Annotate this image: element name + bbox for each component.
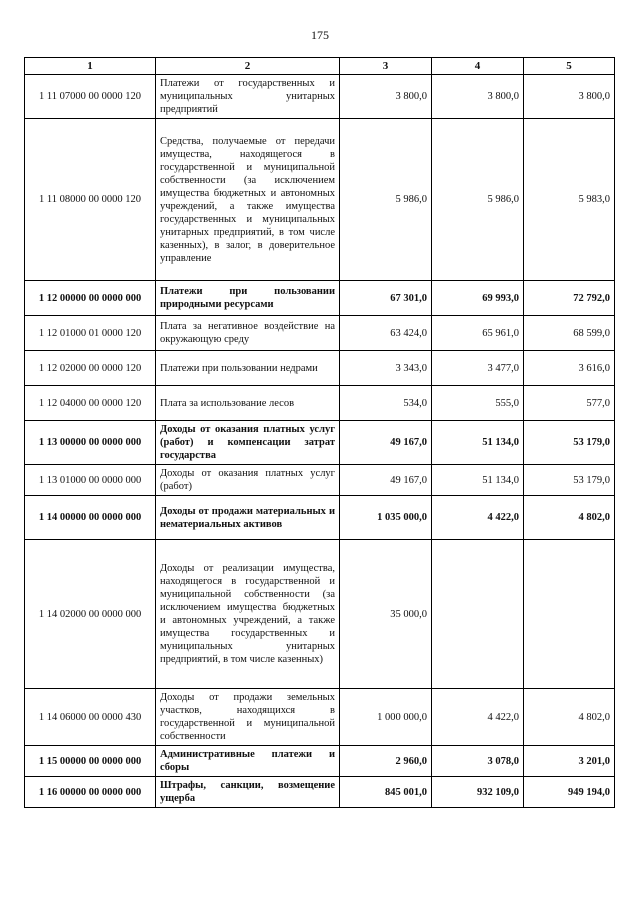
row-value-col3: 63 424,0 xyxy=(340,316,432,351)
table-row xyxy=(25,465,615,496)
row-value-col5: 4 802,0 xyxy=(524,496,615,540)
revenue-table xyxy=(24,57,615,808)
table-row xyxy=(25,421,615,465)
row-value-col4: 3 800,0 xyxy=(432,75,524,119)
column-header: 3 xyxy=(340,58,432,75)
row-code: 1 11 08000 00 0000 120 xyxy=(25,119,156,281)
row-value-col4: 65 961,0 xyxy=(432,316,524,351)
table-row xyxy=(25,386,615,421)
row-name: Плата за использование лесов xyxy=(156,386,340,421)
row-value-col5: 53 179,0 xyxy=(524,465,615,496)
table-row xyxy=(25,496,615,540)
row-name: Доходы от продажи земельных участков, находящихся в государственной и муниципальной собственности xyxy=(156,689,340,746)
column-header: 1 xyxy=(25,58,156,75)
table-row xyxy=(25,119,615,281)
page-number: 175 xyxy=(311,28,329,42)
row-value-col3: 5 986,0 xyxy=(340,119,432,281)
row-value-col3: 2 960,0 xyxy=(340,746,432,777)
row-value-col5: 4 802,0 xyxy=(524,689,615,746)
row-value-col5: 5 983,0 xyxy=(524,119,615,281)
row-code: 1 13 00000 00 0000 000 xyxy=(25,421,156,465)
row-name: Доходы от продажи материальных и нематериальных активов xyxy=(156,496,340,540)
row-value-col3: 845 001,0 xyxy=(340,777,432,808)
row-value-col4: 51 134,0 xyxy=(432,465,524,496)
column-header: 5 xyxy=(524,58,615,75)
row-value-col3: 1 000 000,0 xyxy=(340,689,432,746)
row-value-col5: 68 599,0 xyxy=(524,316,615,351)
row-value-col5: 577,0 xyxy=(524,386,615,421)
row-value-col4: 5 986,0 xyxy=(432,119,524,281)
column-header: 4 xyxy=(432,58,524,75)
row-value-col3: 67 301,0 xyxy=(340,281,432,316)
table-row xyxy=(25,746,615,777)
table-row xyxy=(25,777,615,808)
table-row xyxy=(25,281,615,316)
row-name: Плата за негативное воздействие на окружающую среду xyxy=(156,316,340,351)
row-code: 1 15 00000 00 0000 000 xyxy=(25,746,156,777)
row-name: Штрафы, санкции, возмещение ущерба xyxy=(156,777,340,808)
row-name: Платежи при пользовании недрами xyxy=(156,351,340,386)
row-value-col4: 555,0 xyxy=(432,386,524,421)
row-value-col5: 3 616,0 xyxy=(524,351,615,386)
row-code: 1 16 00000 00 0000 000 xyxy=(25,777,156,808)
row-value-col3: 49 167,0 xyxy=(340,465,432,496)
row-value-col3: 534,0 xyxy=(340,386,432,421)
row-value-col5: 3 201,0 xyxy=(524,746,615,777)
row-value-col5 xyxy=(524,540,615,689)
row-value-col4: 69 993,0 xyxy=(432,281,524,316)
row-value-col5: 3 800,0 xyxy=(524,75,615,119)
table-row xyxy=(25,540,615,689)
row-code: 1 12 02000 00 0000 120 xyxy=(25,351,156,386)
row-name: Доходы от реализации имущества, находящегося в государственной и муниципальной собственности (за исключением имущества бюджетных и автономных учреждений, а также имущества государственных и муниципальных унитарных предприятий, в том числе казенных) xyxy=(156,540,340,689)
row-name: Средства, получаемые от передачи имущества, находящегося в государственной и муниципальной собственности (за исключением имущества бюджетных и автономных учреждений, а также имущества государственных и муниципальных унитарных предприятий, в том числе казенных), в залог, в доверительное управление xyxy=(156,119,340,281)
row-value-col3: 3 800,0 xyxy=(340,75,432,119)
column-header: 2 xyxy=(156,58,340,75)
table-header-row xyxy=(25,58,615,75)
row-value-col3: 49 167,0 xyxy=(340,421,432,465)
row-value-col4: 4 422,0 xyxy=(432,689,524,746)
row-code: 1 12 00000 00 0000 000 xyxy=(25,281,156,316)
table-row xyxy=(25,689,615,746)
row-value-col4: 4 422,0 xyxy=(432,496,524,540)
row-name: Доходы от оказания платных услуг (работ) и компенсации затрат государства xyxy=(156,421,340,465)
row-value-col4 xyxy=(432,540,524,689)
row-code: 1 11 07000 00 0000 120 xyxy=(25,75,156,119)
row-value-col5: 53 179,0 xyxy=(524,421,615,465)
row-name: Платежи при пользовании природными ресурсами xyxy=(156,281,340,316)
row-value-col4: 3 477,0 xyxy=(432,351,524,386)
table-row xyxy=(25,75,615,119)
row-value-col4: 932 109,0 xyxy=(432,777,524,808)
row-code: 1 14 00000 00 0000 000 xyxy=(25,496,156,540)
row-name: Платежи от государственных и муниципальных унитарных предприятий xyxy=(156,75,340,119)
row-value-col4: 51 134,0 xyxy=(432,421,524,465)
row-name: Доходы от оказания платных услуг (работ) xyxy=(156,465,340,496)
row-value-col4: 3 078,0 xyxy=(432,746,524,777)
row-code: 1 14 06000 00 0000 430 xyxy=(25,689,156,746)
row-value-col3: 3 343,0 xyxy=(340,351,432,386)
row-value-col3: 1 035 000,0 xyxy=(340,496,432,540)
row-name: Административные платежи и сборы xyxy=(156,746,340,777)
row-code: 1 12 01000 01 0000 120 xyxy=(25,316,156,351)
row-value-col3: 35 000,0 xyxy=(340,540,432,689)
row-value-col5: 72 792,0 xyxy=(524,281,615,316)
row-value-col5: 949 194,0 xyxy=(524,777,615,808)
row-code: 1 12 04000 00 0000 120 xyxy=(25,386,156,421)
table-row xyxy=(25,316,615,351)
table-row xyxy=(25,351,615,386)
row-code: 1 14 02000 00 0000 000 xyxy=(25,540,156,689)
row-code: 1 13 01000 00 0000 000 xyxy=(25,465,156,496)
